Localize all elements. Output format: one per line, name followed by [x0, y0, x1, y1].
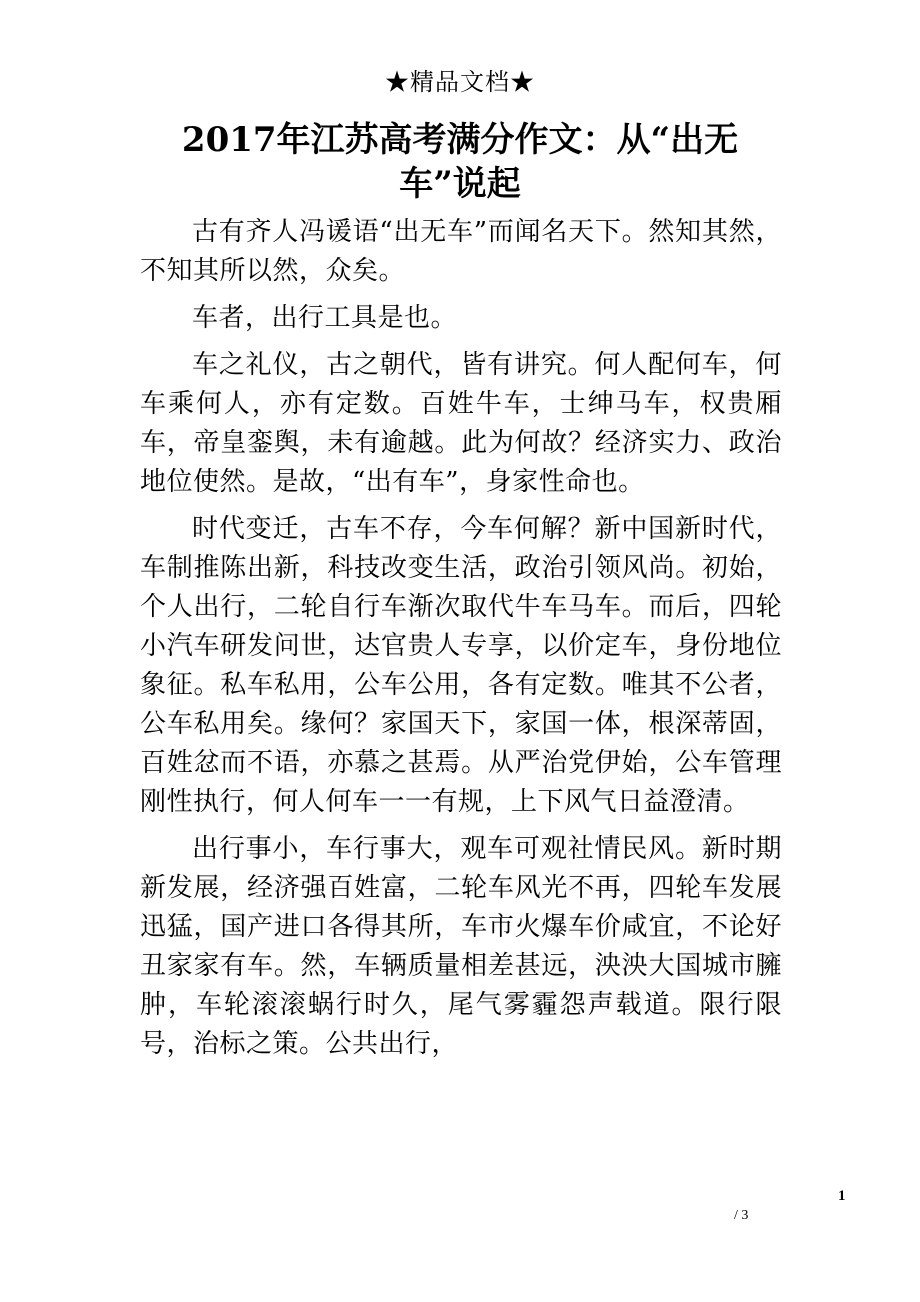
paragraph-3: 车之礼仪，古之朝代，皆有讲究。何人配何车，何车乘何人，亦有定数。百姓牛车，士绅马车，权贵厢车，帝皇銮舆，未有逾越。此为何故？经济实力、政治地位使然。是故，“出有车”，身家性命也。 [140, 350, 782, 497]
paragraph-2: 车者，出行工具是也。 [192, 303, 458, 333]
page-total: / 3 [734, 1208, 749, 1223]
document-title: 2017年江苏高考满分作文：从“出无车”说起 [181, 120, 739, 204]
paragraph-4: 时代变迁，古车不存，今车何解？新中国新时代，车制推陈出新，科技改变生活，政治引领风尚。初始，个人出行，二轮自行车渐次取代牛车马车。而后，四轮小汽车研发问世，达官贵人专享，以价定车，身份地位象征。私车私用，公车公用，各有定数。唯其不公者，公车私用矣。缘何？家国天下，家国一体，根深蒂固，百姓忿而不语，亦慕之甚焉。从严治党伊始，公车管理刚性执行，何人何车一一有规，上下风气日益澄清。 [140, 514, 782, 817]
paragraph-1: 古有齐人冯谖语“出无车”而闻名天下。然知其然，不知其所以然，众矣。 [140, 217, 782, 286]
page-number: 1 [838, 1188, 846, 1204]
document-body [140, 213, 782, 1064]
header-mark: ★精品文档★ [385, 68, 535, 96]
paragraph-5: 出行事小，车行事大，观车可观社情民风。新时期新发展，经济强百姓富，二轮车风光不再，四轮车发展迅猛，国产进口各得其所，车市火爆车价咸宜，不论好丑家家有车。然，车辆质量相差甚远，泱泱大国城市臃肿，车轮滚滚蜗行时久，尾气雾霾怨声载道。限行限号，治标之策。公共出行， [140, 834, 782, 1059]
